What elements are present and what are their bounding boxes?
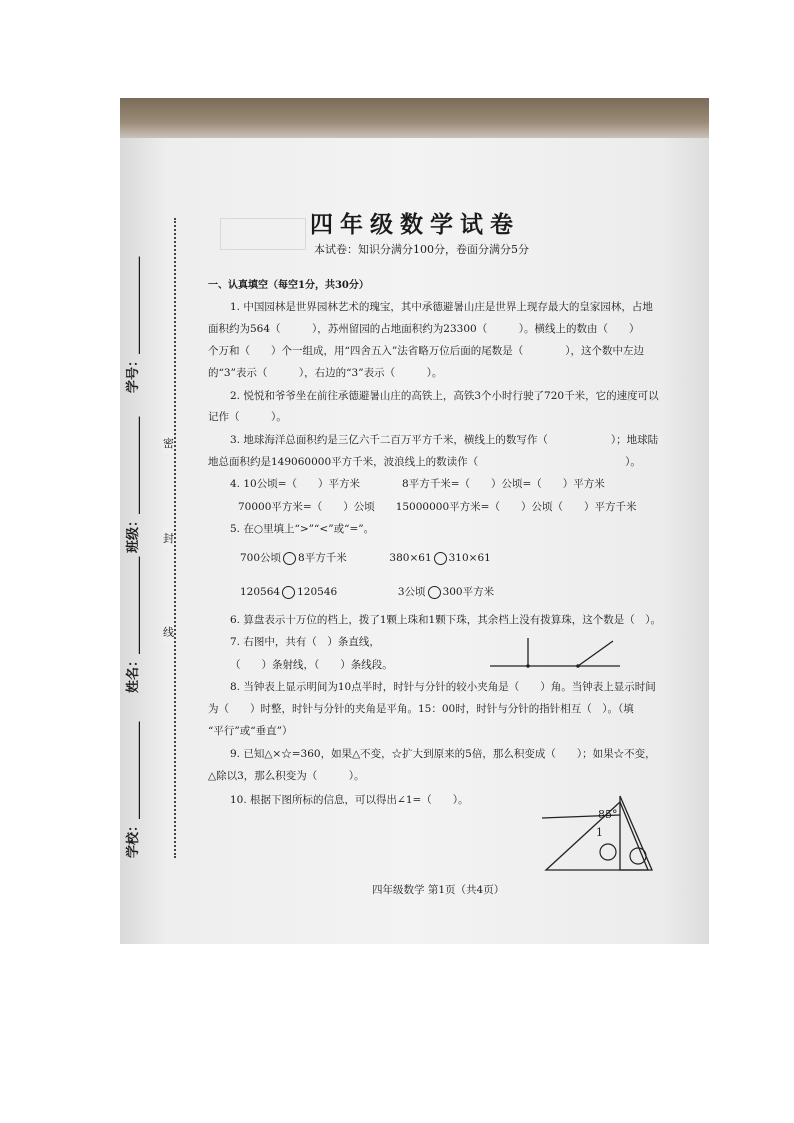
question-line: 2. 悦悦和爷爷坐在前往承德避暑山庄的高铁上，高铁3个小时行驶了720千米，它的速度可以	[230, 390, 659, 402]
bleed-through-box	[220, 218, 306, 250]
compare-circle[interactable]	[434, 552, 447, 565]
question-line: △除以3，那么积变为（ ）。	[208, 770, 365, 782]
q7-figure	[488, 636, 623, 672]
question-line: 10. 根据下图所标的信息，可以得出∠1=（ ）。	[230, 794, 469, 806]
q10-figure	[540, 788, 655, 874]
angle-1-label: 1	[596, 826, 603, 839]
question-line: 3. 地球海洋总面积约是三亿六千二百万平方千米，横线上的数写作（ ）；地球陆	[230, 434, 659, 446]
angle-85-label: 85°	[598, 808, 618, 821]
question-line: 记作（ ）。	[208, 411, 287, 423]
question-line: 6. 算盘表示十万位的档上，拨了1颗上珠和1颗下珠，其余档上没有拨算珠，这个数是（ ）。	[230, 614, 661, 626]
name-label: 姓名：_______________	[126, 556, 141, 693]
question-line: 8. 当钟表上显示明间为10点半时，时针与分针的较小夹角是（ ）角。当钟表上显示时间	[230, 681, 656, 693]
question-line: 个万和（ ）个一组成，用“四舍五入”法省略万位后面的尾数是（ ），这个数中左边	[208, 345, 644, 357]
section-heading: 一、认真填空（每空1分，共30分）	[208, 280, 369, 291]
question-line: 为（ ）时整，时针与分针的夹角是平角。15：00时，时针与分针的指针相互（ ）。（填	[208, 703, 634, 715]
seal-word-feng: 封	[163, 528, 174, 548]
question-line: 5. 在○里填上“>”“<”或“=”。	[230, 523, 375, 535]
question-line: 70000平方米=（ ）公顷 15000000平方米=（ ）公顷（ ）平方千米	[238, 501, 637, 513]
page-footer: 四年级数学 第1页（共4页）	[372, 884, 505, 896]
question-line: “平行”或“垂直”）	[208, 725, 293, 737]
question-line: 9. 已知△×☆=360，如果△不变，☆扩大到原来的5倍，那么积变成（ ）；如果☆不变，	[230, 748, 656, 760]
compare-circle[interactable]	[428, 586, 441, 599]
class-label: 班级：_______________	[126, 416, 141, 553]
question-line: 的“3”表示（ ），右边的“3”表示（ ）。	[208, 367, 443, 379]
school-label: 学校：_______________	[126, 721, 141, 858]
student-id-label: 学号：_______________	[126, 256, 141, 393]
compare-row: 120564 120546 3公顷 300平方米	[240, 586, 495, 598]
seal-word-xian: 线	[163, 622, 174, 642]
question-line: （ ）条射线，（ ）条线段。	[230, 659, 393, 671]
page-subtitle: 本试卷：知识分满分100分，卷面分满分5分	[314, 243, 529, 256]
exam-photo	[120, 98, 709, 944]
compare-circle[interactable]	[282, 586, 295, 599]
question-line: 7. 右图中，共有（ ）条直线，	[230, 636, 380, 648]
page-title: 四年级数学试卷	[310, 211, 520, 238]
binding-line	[174, 218, 176, 858]
question-line: 4. 10公顷=（ ）平方米 8平方千米=（ ）公顷=（ ）平方米	[230, 478, 605, 490]
compare-row: 700公顷 8平方千米 380×61 310×61	[240, 552, 491, 564]
background-top-band	[120, 98, 709, 138]
question-line: 地总面积约是149060000平方千米，波浪线上的数读作（ ）。	[208, 456, 641, 468]
seal-word-mi: 密	[163, 433, 174, 453]
question-line: 面积约为564（ ），苏州留园的占地面积约为23300（ ）。横线上的数由（ ）	[208, 323, 640, 335]
compare-circle[interactable]	[283, 552, 296, 565]
question-line: 1. 中国园林是世界园林艺术的瑰宝，其中承德避暑山庄是世界上现存最大的皇家园林，占地	[230, 301, 653, 313]
